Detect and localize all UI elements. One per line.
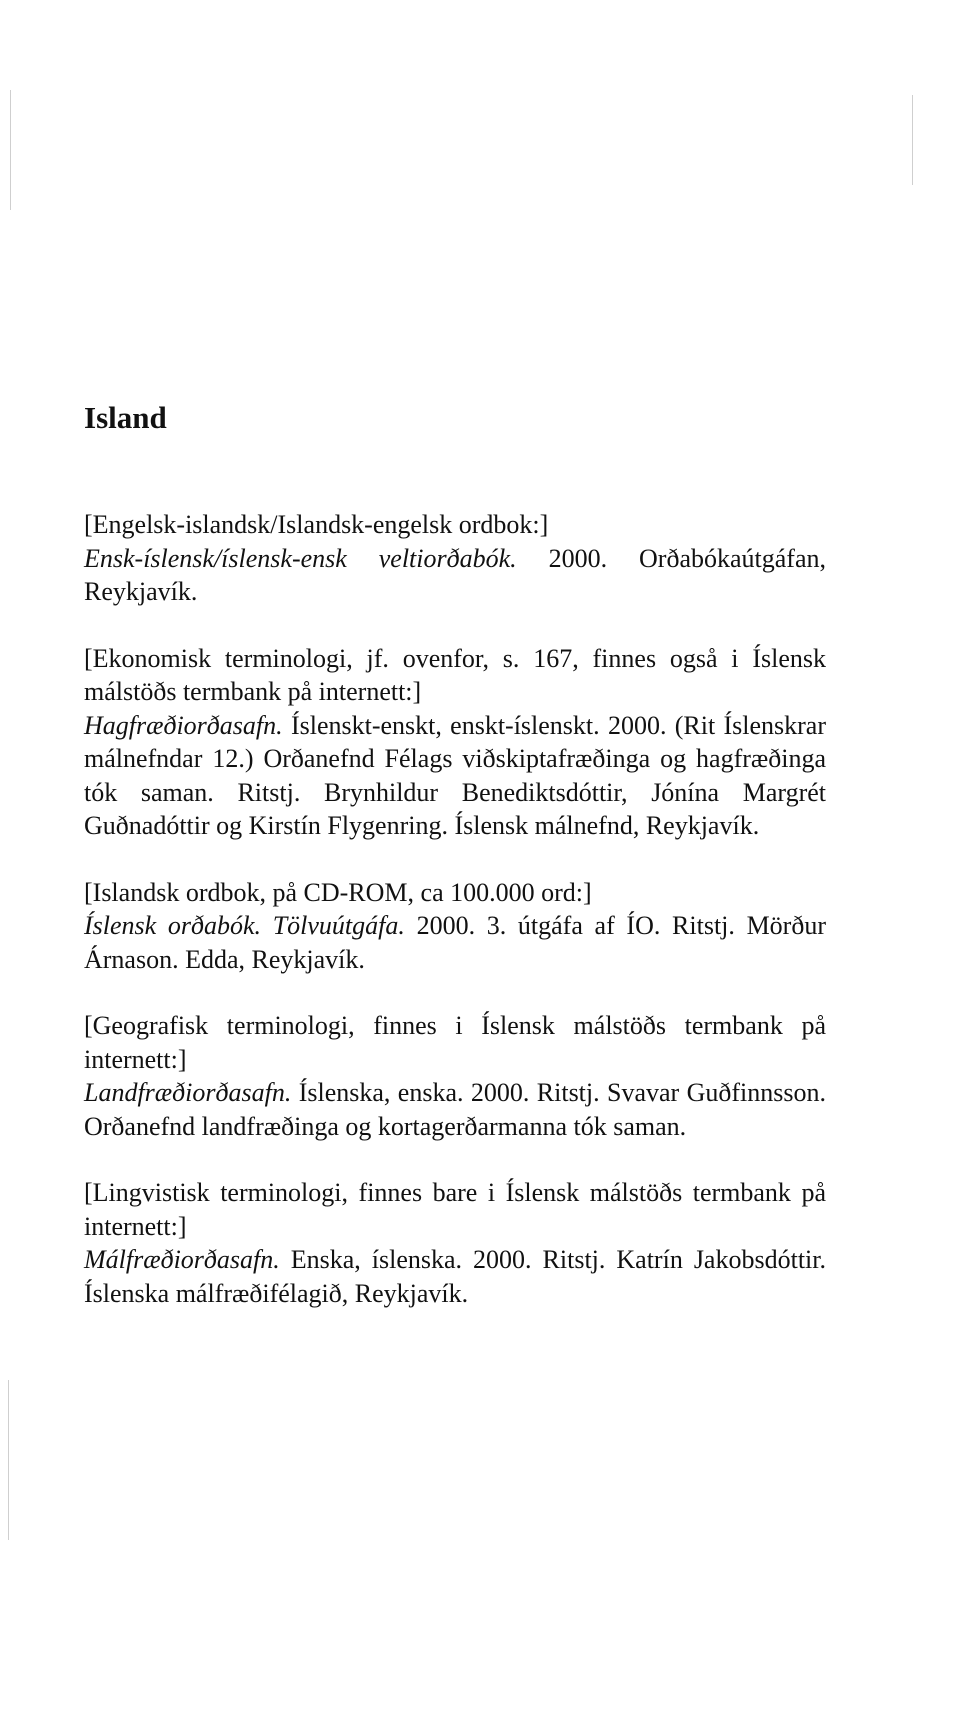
entry-note: [Geografisk terminologi, finnes i Íslensk málstöðs termbank på internett:] [84,1011,826,1074]
bibliography-entry-geography [84,1009,826,1143]
entry-details: 2000. Orðabókaútgáfan, Reykjavík. [84,543,826,606]
bibliography-entry-linguistics [84,1176,826,1310]
bibliography-entry-english-icelandic [84,508,826,609]
entry-title: Íslensk orðabók. Tölvuútgáfa. [84,911,405,940]
entry-details: Íslenska, enska. 2000. Ritstj. Svavar Guðfinnsson. Orðanefnd landfræðinga og kortagerðarmanna tók saman. [84,1078,826,1141]
scan-edge-mark [10,90,11,210]
entry-title: Hagfræðiorðasafn. [84,710,283,740]
entry-title: Ensk-íslensk/íslensk-ensk veltiorðabók. [84,543,517,573]
bibliography-entry-icelandic-dictionary [84,876,826,977]
entry-note: [Ekonomisk terminologi, jf. ovenfor, s. 167, finnes også i Íslensk málstöðs termbank på internett:] [84,643,826,706]
scan-edge-mark [8,1380,9,1540]
entry-details: Íslenskt-enskt, enskt-íslenskt. 2000. (Rit Íslenskrar málnefndar 12.) Orðanefnd Félags viðskiptafræðinga og hagfræðinga tók saman. Ritstj. Brynhildur Benediktsdóttir, Jónína Margrét Guðnadóttir og Kirstín Flygenring. Íslensk málnefnd, Reykjavík. [84,710,826,840]
entry-details: 2000. 3. útgáfa af ÍO. Ritstj. Mörður Árnason. Edda, Reykjavík. [84,911,827,974]
entry-title: Málfræðiorðasafn. [84,1245,280,1274]
section-heading: Island [84,400,167,435]
entry-details: Enska, íslenska. 2000. Ritstj. Katrín Jakobsdóttir. Íslenska málfræðifélagið, Reykjavík. [84,1245,826,1308]
scan-edge-mark [912,95,913,185]
entry-note: [Islandsk ordbok, på CD-ROM, ca 100.000 ord:] [84,877,592,907]
page-content [84,398,826,1343]
bibliography-entry-economics [84,642,826,843]
entry-note: [Lingvistisk terminologi, finnes bare i Íslensk málstöðs termbank på internett:] [84,1178,826,1241]
entry-title: Landfræðiorðasafn. [84,1078,292,1107]
entry-note: [Engelsk-islandsk/Islandsk-engelsk ordbok:] [84,510,549,539]
